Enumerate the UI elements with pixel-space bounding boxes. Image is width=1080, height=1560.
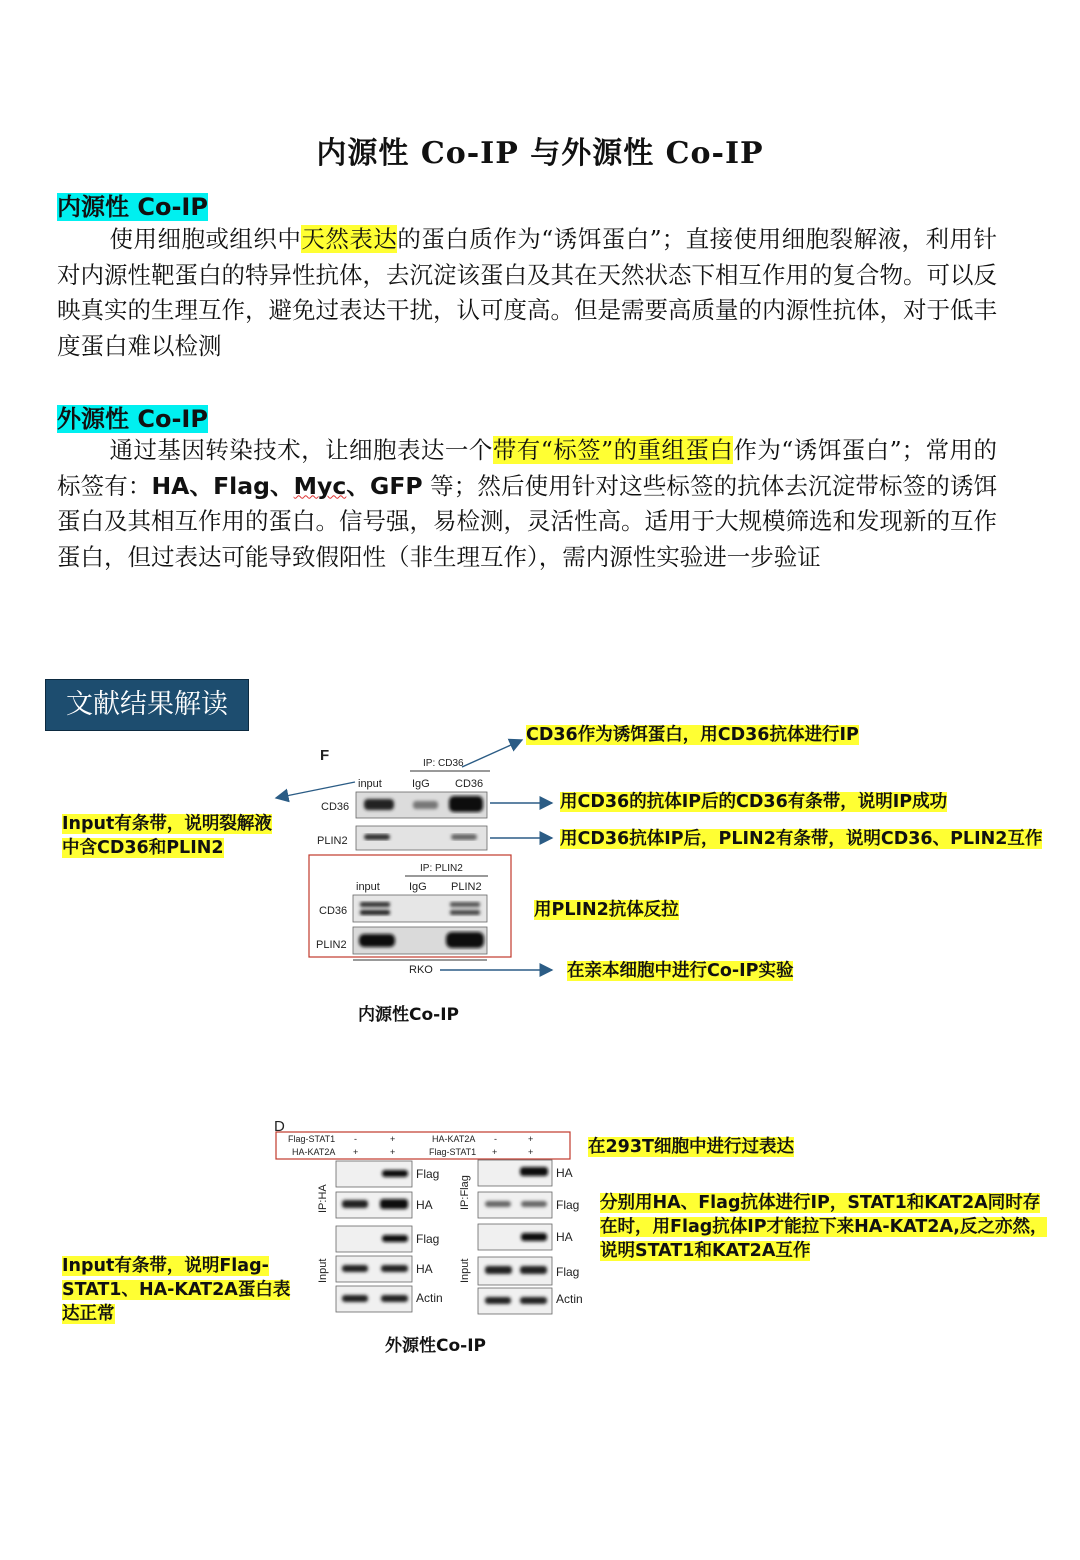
fig-d-left-input-label: Input <box>317 1258 329 1283</box>
fig-f-col-cd36: CD36 <box>455 778 484 790</box>
fig-d-left-ip-label: IP:HA <box>317 1184 329 1213</box>
caption-exogenous: 外源性Co-IP <box>385 1336 486 1356</box>
fig-f-row-plin2: PLIN2 <box>317 835 348 847</box>
fig-d-right-input-label: Input <box>459 1258 471 1283</box>
ann-bait: CD36作为诱饵蛋白，用CD36抗体进行IP <box>526 725 859 745</box>
fig-f-ip-plin2: IP: PLIN2 <box>420 863 463 874</box>
fig-f-label: F <box>320 747 330 764</box>
fig-d-left-h2: HA-KAT2A <box>292 1147 336 1157</box>
fig-d-left-row-2: HA <box>416 1198 433 1212</box>
fig-d-right-h2: Flag-STAT1 <box>429 1147 477 1157</box>
fig-d-right-h2-s1: + <box>492 1147 498 1157</box>
fig-d-left-blots <box>336 1161 412 1312</box>
fig-f-row-cd36: CD36 <box>321 801 350 813</box>
fig-d-left-row-4: HA <box>416 1262 433 1276</box>
fig-d-right-ip-label: IP:Flag <box>459 1175 471 1210</box>
ann-ip-result: 分别用HA、Flag抗体进行IP，STAT1和KAT2A同时存 在时，用Flag抗体IP才能拉下来HA-KAT2A,反之亦然， 说明STAT1和KAT2A互作 <box>600 1193 1048 1261</box>
fig-d-label: D <box>274 1118 285 1135</box>
ann-plin2-band: 用CD36抗体IP后，PLIN2有条带，说明CD36、PLIN2互作 <box>560 829 1043 849</box>
fig-d-right-h1-s1: - <box>494 1134 497 1144</box>
fig-f-col-input: input <box>358 778 382 790</box>
fig-d-right-row-4: Flag <box>556 1265 580 1279</box>
fig-f-ip-cd36: IP: CD36 <box>423 758 464 769</box>
fig-d-right-h1: HA-KAT2A <box>432 1134 476 1144</box>
ann-reverse: 用PLIN2抗体反拉 <box>534 900 679 920</box>
blot-f-rev-cd36 <box>353 895 487 922</box>
fig-d-left-h1-s2: + <box>390 1134 396 1144</box>
ann-cd36-band: 用CD36的抗体IP后的CD36有条带，说明IP成功 <box>560 792 948 812</box>
endogenous-heading: 内源性 Co-IP <box>57 193 208 221</box>
fig-d-right-row-3: HA <box>556 1230 573 1244</box>
caption-endogenous: 内源性Co-IP <box>358 1005 459 1025</box>
page-title: 内源性 Co-IP 与外源性 Co-IP <box>316 136 764 171</box>
literature-banner: 文献结果解读 <box>45 679 249 731</box>
fig-f-row2-cd36: CD36 <box>319 905 348 917</box>
ann-parental: 在亲本细胞中进行Co-IP实验 <box>567 961 794 981</box>
fig-d-right-h1-s2: + <box>528 1134 534 1144</box>
highlight-tagged-protein: 带有“标签”的重组蛋白 <box>492 436 734 464</box>
fig-d-left-row-5: Actin <box>416 1291 443 1305</box>
fig-d-left-h1: Flag-STAT1 <box>288 1134 336 1144</box>
fig-d-right-row-1: HA <box>556 1166 573 1180</box>
arrow-bait <box>462 740 522 767</box>
fig-f-col2-plin2: PLIN2 <box>451 881 482 893</box>
ann-overexpress: 在293T细胞中进行过表达 <box>588 1137 794 1157</box>
ann-input-f: Input有条带，说明裂解液 中含CD36和PLIN2 <box>62 814 272 858</box>
fig-f-cell-line: RKO <box>409 964 433 976</box>
fig-d-left-row-3: Flag <box>416 1232 440 1246</box>
fig-d-right-row-5: Actin <box>556 1292 583 1306</box>
ann-input-d: Input有条带，说明Flag- STAT1、HA-KAT2A蛋白表 达正常 <box>62 1256 291 1324</box>
fig-f-col-igg: IgG <box>412 778 430 790</box>
arrow-input <box>276 782 355 798</box>
fig-d-right-row-2: Flag <box>556 1198 580 1212</box>
fig-d-left-h2-s1: + <box>353 1147 359 1157</box>
fig-f-col2-igg: IgG <box>409 881 427 893</box>
exogenous-heading: 外源性 Co-IP <box>57 405 208 433</box>
endogenous-paragraph: 使用细胞或组织中天然表达的蛋白质作为“诱饵蛋白”；直接使用细胞裂解液，利用针对内源性靶蛋白的特异性抗体，去沉淀该蛋白及其在天然状态下相互作用的复合物。可以反映真实的生理互作，避免过表达干扰，认可度高。但是需要高质量的内源性抗体，对于低丰度蛋白难以检测 <box>57 225 998 360</box>
fig-d-left-row-1: Flag <box>416 1167 440 1181</box>
fig-d-left-h2-s2: + <box>390 1147 396 1157</box>
exogenous-paragraph: 通过基因转染技术，让细胞表达一个带有“标签”的重组蛋白作为“诱饵蛋白”；常用的标签有：HA、Flag、Myc、GFP 等；然后使用针对这些标签的抗体去沉淀带标签的诱饵蛋白及其相互作用的蛋白。信号强，易检测，灵活性高。适用于大规模筛选和发现新的互作蛋白，但过表达可能导致假阳性（非生理互作），需内源性实验进一步验证 <box>57 436 998 571</box>
fig-f-row2-plin2: PLIN2 <box>316 939 347 951</box>
highlight-natural-expression: 天然表达 <box>301 225 398 253</box>
fig-d-right-blots <box>478 1160 552 1314</box>
fig-d-left-h1-s1: - <box>354 1134 357 1144</box>
fig-f-col2-input: input <box>356 881 380 893</box>
fig-d-right-h2-s2: + <box>528 1147 534 1157</box>
